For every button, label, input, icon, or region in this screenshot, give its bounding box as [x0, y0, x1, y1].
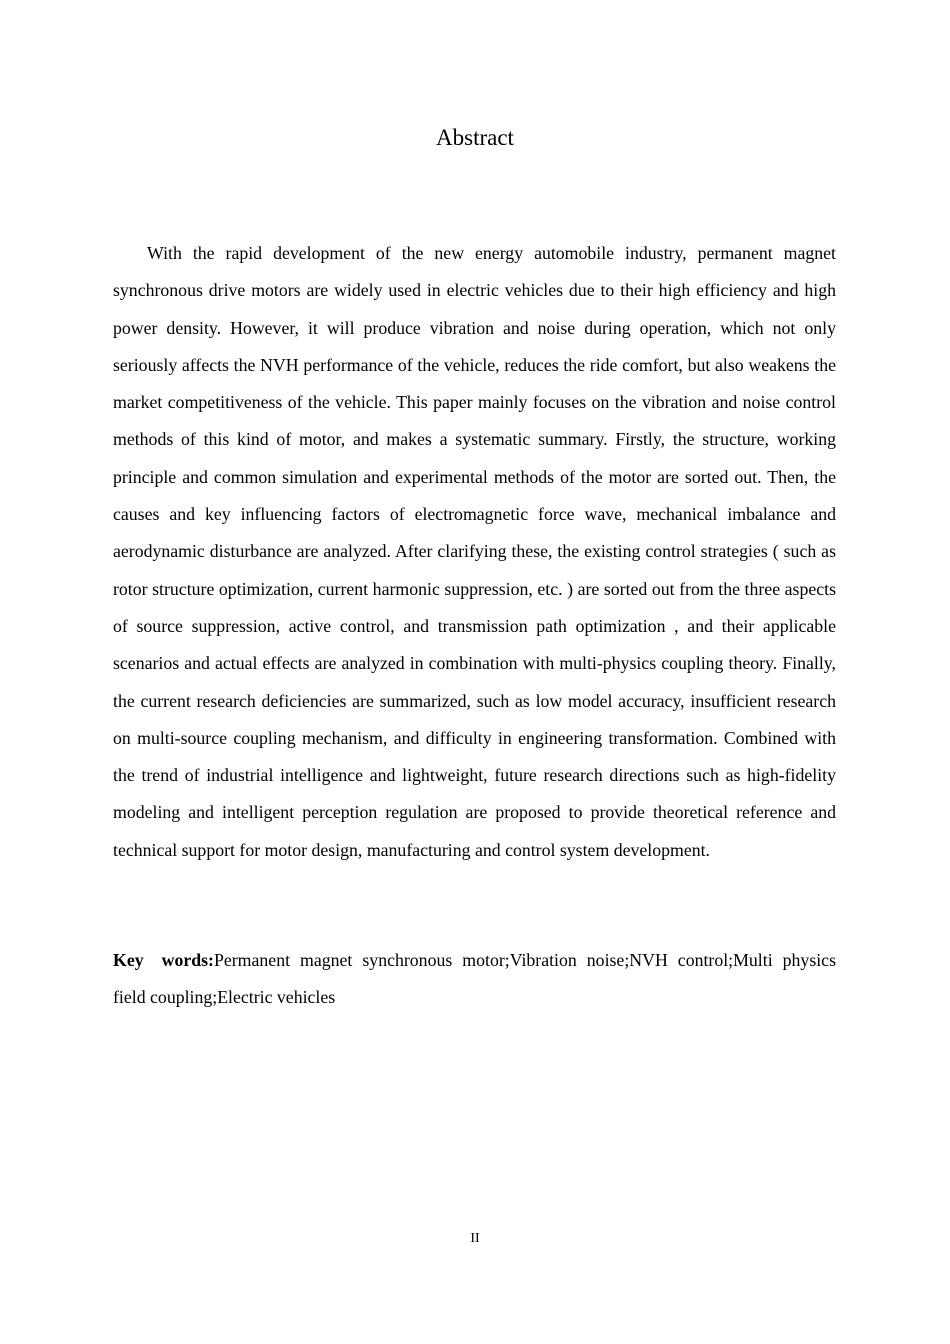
keywords-paragraph — [113, 942, 836, 1017]
keywords-label-words: words: — [161, 950, 214, 970]
keywords-text: Permanent magnet synchronous motor;Vibration noise;NVH control;Multi physics field coupling;Electric vehicles — [113, 950, 836, 1008]
keywords-label — [113, 950, 214, 970]
page-title: Abstract — [436, 125, 514, 150]
keywords-label-key: Key — [113, 950, 144, 970]
page-number: II — [470, 1231, 480, 1246]
abstract-paragraph: With the rapid development of the new energy automobile industry, permanent magnet synchronous drive motors are widely used in electric vehicles due to their high efficiency and high power density. However, it will produce vibration and noise during operation, which not only seriously affects the NVH performance of the vehicle, reduces the ride comfort, but also weakens the market competitiveness of the vehicle. This paper mainly focuses on the vibration and noise control methods of this kind of motor, and makes a systematic summary. Firstly, the structure, working principle and common simulation and experimental methods of the motor are sorted out. Then, the causes and key influencing factors of electromagnetic force wave, mechanical imbalance and aerodynamic disturbance are analyzed. After clarifying these, the existing control strategies ( such as rotor structure optimization, current harmonic suppression, etc. ) are sorted out from the three aspects of source suppression, active control, and transmission path optimization , and their applicable scenarios and actual effects are analyzed in combination with multi-physics coupling theory. Finally, the current research deficiencies are summarized, such as low model accuracy, insufficient research on multi-source coupling mechanism, and difficulty in engineering transformation. Combined with the trend of industrial intelligence and lightweight, future research directions such as high-fidelity modeling and intelligent perception regulation are proposed to provide theoretical reference and technical support for motor design, manufacturing and control system development. — [113, 243, 836, 860]
